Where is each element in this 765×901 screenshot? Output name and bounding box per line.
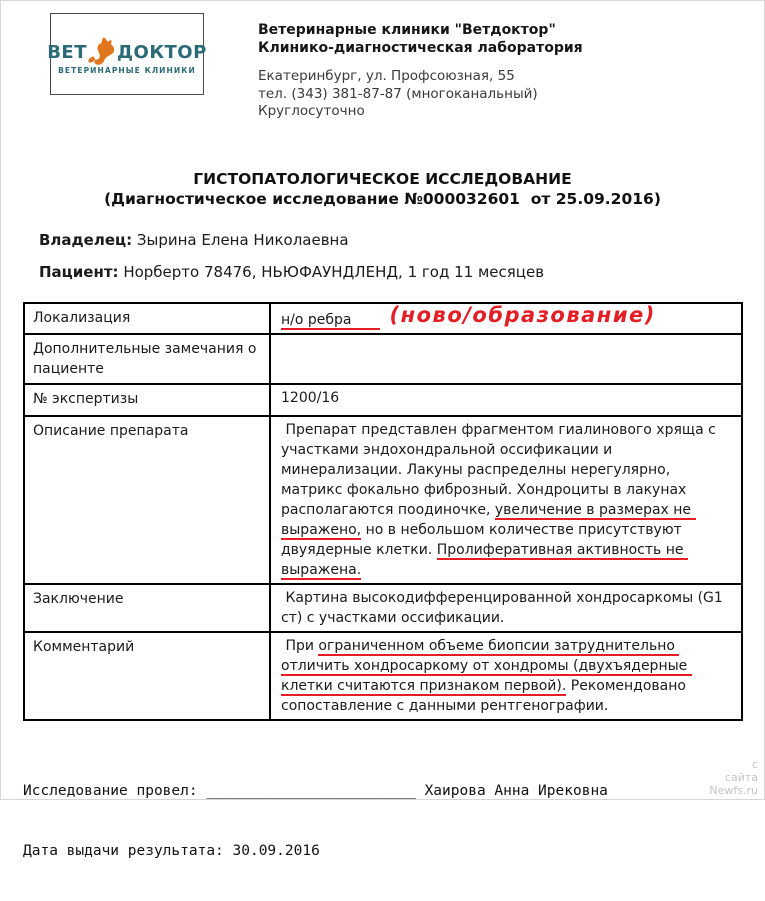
cat-icon (87, 37, 117, 67)
table-row (24, 303, 742, 334)
row-expertise-label: № экспертизы (24, 384, 270, 416)
row-comment-label: Комментарий (24, 632, 270, 720)
owner-label: Владелец: (39, 231, 133, 249)
report-title-line1: ГИСТОПАТОЛОГИЧЕСКОЕ ИССЛЕДОВАНИЕ (193, 170, 572, 188)
logo-word-vet: ВЕТ (47, 42, 87, 63)
row-localization-label: Локализация (24, 303, 270, 334)
clinic-address: Екатеринбург, ул. Профсоюзная, 55 (258, 68, 515, 84)
owner-line (39, 231, 349, 249)
table-row (24, 416, 742, 584)
row-remarks-label: Дополнительные замечания о пациенте (24, 334, 270, 384)
logo-main-row (47, 33, 207, 62)
table-row (24, 584, 742, 632)
table-row (24, 632, 742, 720)
patient-line (39, 263, 544, 281)
clinic-lab: Клинико-диагностическая лаборатория (258, 40, 583, 56)
watermark-line2: сайта (724, 771, 758, 784)
watermark-line1: с (751, 758, 758, 771)
issue-date-line: Дата выдачи результата: 30.09.2016 (23, 843, 320, 859)
clinic-name: Ветеринарные клиники "Ветдоктор" (258, 22, 556, 38)
watermark-line3: Newfs.ru (709, 784, 758, 797)
report-table (23, 302, 743, 721)
owner-value: Зырина Елена Николаевна (132, 231, 349, 249)
performed-by: Хаирова Анна Ирековна (415, 783, 608, 799)
clinic-hours: Круглосуточно (258, 103, 365, 119)
patient-value: Норберто 78476, НЬЮФАУНДЛЕНД, 1 год 11 месяцев (118, 263, 545, 281)
row-remarks-value (270, 334, 742, 384)
report-footer (23, 741, 608, 901)
row-description-value: Препарат представлен фрагментом гиалинового хряща с участками эндохондральной оссификации и минерализации. Лакуны распределны нерегулярно, матрикс фокально фиброзный. Хондроциты в лакунах располагаются поодиночке, увеличение в размерах не выражено, но в небольшом количестве присутствуют двуядерные клетки. Пролиферативная активность не выражена. (270, 416, 742, 584)
row-description-label: Описание препарата (24, 416, 270, 584)
table-row (24, 334, 742, 384)
row-conclusion-label: Заключение (24, 584, 270, 632)
performed-line (23, 781, 608, 801)
row-localization-value (270, 303, 742, 334)
report-title (1, 169, 764, 209)
table-row (24, 384, 742, 416)
report-title-line2: (Диагностическое исследование №000032601 от 25.09.2016) (104, 190, 661, 208)
row-conclusion-value: Картина высокодифференцированной хондросаркомы (G1 ст) с участками оссификации. (270, 584, 742, 632)
site-watermark (709, 758, 758, 797)
signature-line: ________________________ (206, 783, 416, 799)
clinic-contacts (258, 68, 583, 121)
handwritten-annotation: (ново/образование) (389, 303, 656, 327)
patient-label: Пациент: (39, 263, 119, 281)
row-expertise-value: 1200/16 (270, 384, 742, 416)
performed-label: Исследование провел: (23, 783, 207, 799)
logo-subtitle: ВЕТЕРИНАРНЫЕ КЛИНИКИ (58, 66, 196, 75)
logo-word-doctor: ДОКТОР (116, 42, 207, 63)
row-comment-value: При ограниченном объеме биопсии затруднительно отличить хондросаркому от хондромы (двухъядерные клетки считаются признаком первой). Рекомендовано сопоставление с данными рентгенографии. (270, 632, 742, 720)
localization-text: н/о ребра (281, 312, 380, 330)
clinic-phone: тел. (343) 381-87-87 (многоканальный) (258, 85, 538, 102)
vetdoctor-logo (47, 13, 207, 95)
clinic-header (258, 21, 583, 121)
